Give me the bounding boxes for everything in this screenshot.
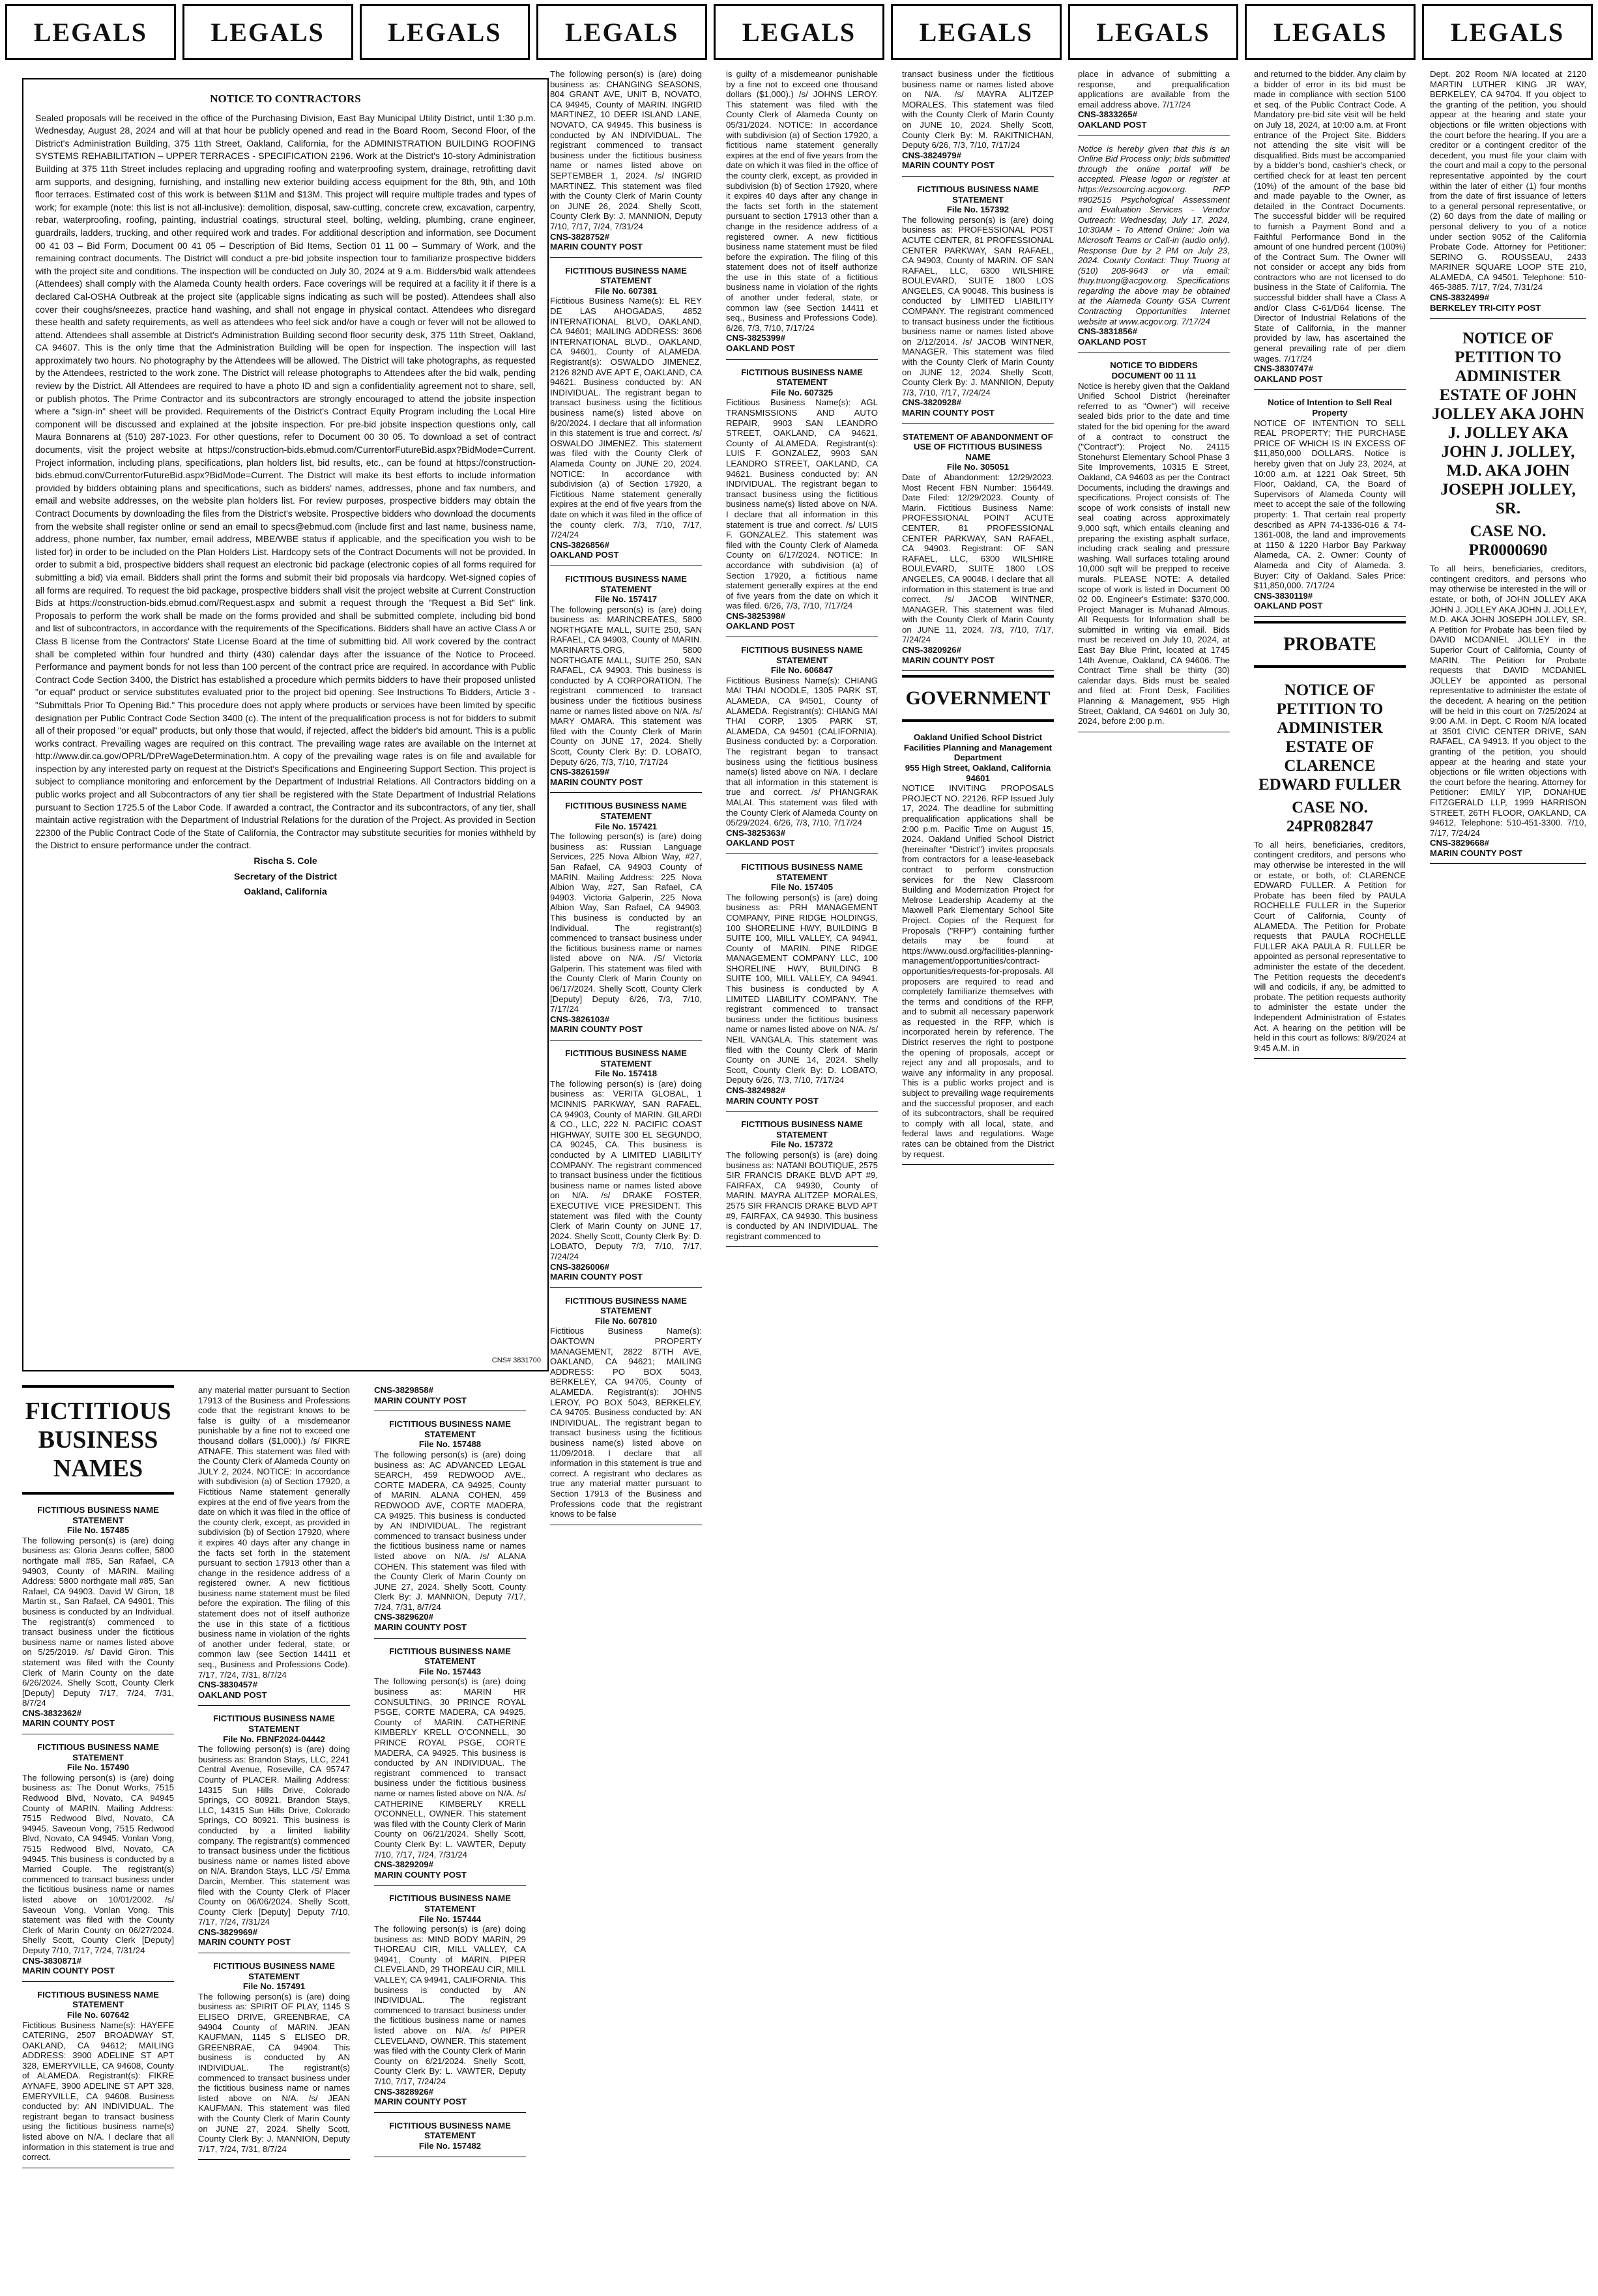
notice-body: The following person(s) is (are) doing business as: VERITA GLOBAL, 1 MCINNIS PARKWAY, SAN RAFAEL, CA 94903, County of MARIN. GILARDI & CO., LLC, 222 N. PACIFIC COAST HIGHWAY, SUITE 300 EL SEGUNDO, CA 90245, CA. This business is conducted by A LIMITED LIABILITY COMPANY. The registrant commenced to transact business under the fictitious business name or names listed above on N/A. /s/ DRAKE FOSTER, EXECUTIVE VICE PRESIDENT. This statement was filed with the County Clerk of Marin County on JUNE 17, 2024. Shelly Scott, County Clerk By: D. LOBATO, Deputy 7/3, 7/10, 7/17, 7/24/24: [550, 1078, 702, 1261]
notice-publication: BERKELEY TRI-CITY POST: [1430, 302, 1541, 313]
legal-notice: [902, 428, 1054, 672]
notice-ref: CNS-3825399#: [726, 333, 785, 343]
notice-body: The following person(s) is (are) doing business as: Russian Language Services, 225 Nova Albion Way, #27, San Rafael, CA 94903 County of MARIN. Mailing Address: 225 Nova Albion Way, #27, San Rafael, CA 94903. Victoria Galperin, 225 Nova Albion Way, San Rafael, CA 94903. This business is conducted by an Individual. The registrant(s) commenced to transact business under the fictitious business name or names listed above on N/A. /S/ Victoria Galperin. This statement was filed with the County Clerk of Marin County on 06/17/2024. Shelly Scott, County Clerk [Deputy] Deputy 6/26, 7/3, 7/10, 7/17/24: [550, 831, 702, 1014]
notice-file-no: File No. 157392: [946, 205, 1010, 215]
notice-title: NOTICE OF PETITION TO ADMINISTER ESTATE OF CLARENCE EDWARD FULLER: [1258, 681, 1401, 794]
notice-ref: CNS-3826159#: [550, 767, 609, 777]
legal-notice: [1254, 65, 1406, 390]
notice-ref: CNS-3831856#: [1078, 326, 1137, 337]
notice-body: To all heirs, beneficiaries, creditors, contingent creditors, and persons who may otherwise be interested in the will or estate, or both, of JOHN JOLLEY AKA JOHN J. JOLLEY AKA JOHN J. JOLLEY, M.D. AKA JOHN JOSEPH JOLLEY, SR. A Petition for Probate has been filed by DAVID MCDANIEL JOLLEY in the Superior Court of California, County of MARIN. The Petition for Probate requests that DAVID MCDANIEL JOLLEY be appointed as personal representative to administer the estate of the decedent. A hearing on the petition will be held in this court on 7/25/2024 at 9:00 A.M. in Dept. C Room N/A located at 3501 CIVIC CENTER DRIVE, SAN RAFAEL, CA 94913. If you object to the granting of the petition, you should appear at the hearing and state your objections or file written objections with the court before the hearing. Attorney for Petitioner: EMILY YIP, DONAHUE FITZGERALD LLP, 1999 HARRISON STREET, 26TH FLOOR, OAKLAND, CA 94612, Telephone: 510-451-3300. 7/10, 7/17, 7/24/24: [1430, 564, 1586, 838]
notice-body: transact business under the fictitious business name or names listed above on N/A. /s/ MAYRA ALITZEP MORALES. This statement was filed with the County Clerk of Marin County on JUNE 10, 2024. Shelly Scott, County Clerk By: M. RAKITNICHAN, Deputy 6/26, 7/3, 7/10, 7/17/24: [902, 69, 1054, 151]
legals-tab-label: LEGALS: [1450, 17, 1565, 47]
legals-tab: [536, 4, 707, 60]
legal-notice: [374, 2117, 526, 2157]
legal-notice: [726, 858, 878, 1112]
notice-title: FICTITIOUS BUSINESS NAME STATEMENT: [741, 861, 863, 882]
legal-notice: [726, 1115, 878, 1247]
notice-title: NOTICE TO BIDDERS: [1110, 360, 1198, 371]
notice-title: FICTITIOUS BUSINESS NAME STATEMENT: [565, 265, 687, 286]
notice-publication: MARIN COUNTY POST: [902, 160, 995, 171]
notice-file-no: File No. 157491: [242, 1981, 306, 1992]
notice-publication: OAKLAND POST: [550, 550, 619, 560]
notice-file-no: DOCUMENT 00 11 11: [1111, 371, 1197, 381]
legals-tab: [182, 4, 353, 60]
notice-file-no: File No. 606847: [770, 665, 834, 676]
legals-tab-label: LEGALS: [211, 17, 325, 47]
contractors-notice-signer-title: Secretary of the District: [234, 870, 337, 882]
legals-tab: [1422, 4, 1593, 60]
legal-notice: [374, 1415, 526, 1638]
notice-case-no: CASE NO. PR0000690: [1468, 523, 1548, 560]
notice-publication: OAKLAND POST: [1078, 119, 1147, 130]
notice-publication: OAKLAND POST: [198, 1689, 267, 1700]
notice-body: The following person(s) is (are) doing business as: AC ADVANCED LEGAL SEARCH, 459 REDWOOD AVE., CORTE MADERA, CA 94925, County of MARIN. ALANA COHEN, 459 REDWOOD AVE, CORTE MADERA, CA 94925. This business is conducted by AN INDIVIDUAL. The registrant commenced to transact business under the fictitious business name or names listed above on N/A. /s/ ALANA COHEN. This statement was filed with the County Clerk of Marin County on JUNE 27, 2024. Shelly Scott, County Clerk By: J. MANNION, Deputy 7/17, 7/24, 7/31, 8/7/24: [374, 1449, 526, 1612]
contractors-notice-title: NOTICE TO CONTRACTORS: [210, 93, 361, 105]
notice-body: Dept. 202 Room N/A located at 2120 MARTIN LUTHER KING JR WAY, BERKELEY, CA 94704. If you object to the granting of the petition, you should appear at the hearing and state your objections or file written objections with the court before the hearing. If you are a creditor or a contingent creditor of the decedent, you must file your claim with the court and mail a copy to the personal representative appointed by the court within the later of either (1) four months from the date of first issuance of letters to a general personal representative, or (2) 60 days from the date of mailing or personal delivery to you of a notice under section 9052 of the California Probate Code. Attorney for Petitioner: SERINO G. ROUSSEAU, 2433 MARINER SQUARE LOOP STE 210, ALAMEDA, CA 94501. Telephone: 510-465-3885. 7/17, 7/24, 7/31/24: [1430, 69, 1586, 293]
notice-body: Fictitious Business Name(s): AGL TRANSMISSIONS AND AUTO REPAIR, 9903 SAN LEANDRO STREET, OAKLAND, CA 94621, County of ALAMEDA. Registrant(s): LUIS F. GONZALEZ, 9903 SAN LEANDRO STREET, OAKLAND, CA 94621. Business conducted by: AN INDIVIDUAL. The registrant began to transact business using the fictitious business name(s) listed above on N/A. I declare that all information in this statement is true and correct. /s/ LUIS F. GONZALEZ. This statement was filed with the County Clerk of Alameda County on 6/17/2024. NOTICE: In accordance with subdivision (a) of Section 17920, a fictitious name statement generally expires at the end of five years from the date on which it was filed. 6/26, 7/3, 7/10, 7/17/24: [726, 397, 878, 611]
notice-title: FICTITIOUS BUSINESS NAME STATEMENT: [213, 1961, 335, 1981]
notice-file-no: File No. 157488: [418, 1439, 482, 1450]
government-section-title: GOVERNMENT: [902, 675, 1054, 722]
column-6: [902, 65, 1054, 2291]
notice-ref: CNS-3825398#: [726, 610, 785, 621]
legal-notice: [726, 65, 878, 360]
notice-body: Fictitious Business Name(s): OAKTOWN PROPERTY MANAGEMENT, 2822 87TH AVE, OAKLAND, CA 94621; MAILING ADDRESS: PO BOX 5043, BERKELEY, CA 94705, County of ALAMEDA. Registrant(s): JOHNS LEROY, PO BOX 5043, BERKELEY, CA 94705. Business conducted by: AN INDIVIDUAL. The registrant began to transact business using the fictitious business name(s) listed above on 11/09/2018. I declare that all information in this statement is true and correct. A registrant who declares as true any material matter pursuant to Section 17913 of the Business and Professions code that the registrant knows to be false: [550, 1326, 702, 1519]
notice-file-no: File No. 157372: [770, 1140, 834, 1150]
legals-header-bar: [5, 4, 1593, 60]
notice-body: Notice is hereby given that the Oakland Unified School District (hereinafter referred to as "Owner") will receive sealed bids prior to the date and time stated for the bid opening for the award of a contract to construct the ("Contract"): Project No. 24115 Stonehurst Elementary School Phase 3 Site Improvements, 10315 E Street, Oakland, CA 94603 as per the Contract Documents, including the drawings and specifications. Project consists of: The scope of work consists of install new seal coating across approximately 9,000 sqft, which entails cleaning and preparing the existing asphalt surface, including crack sealing and pressure washing. Wall surfaces totaling around 10,000 sqft will be prepped to receive murals. PLEASE NOTE: A detailed scope of work is listed in Document 00 02 00. Engineer's Estimate: $370,000. Project Manager is Muhanad Almous. All Requests for Information shall be submitted in writing via email. Bids must be received on July 10, 2024, at East Bay Blue Print, located at 1745 14th Avenue, Oakland, CA 94606. The Contract Time shall be thirty (30) calendar days. Bids must be sealed and filed at: Front Desk, Facilities Planning & Management, 955 High Street, Oakland, CA 94601 on July 30, 2024, before 2:00 p.m.: [1078, 380, 1230, 726]
notice-title: FICTITIOUS BUSINESS NAME STATEMENT: [37, 1989, 159, 2010]
notice-file-no: File No. 157482: [418, 2140, 482, 2151]
notice-ref: CNS-3829620#: [374, 1612, 433, 1622]
notice-file-no: File No. 157417: [594, 594, 658, 605]
contractors-notice-signer: Rischa S. Cole: [254, 855, 317, 867]
column-5: [726, 65, 878, 2291]
notice-title: FICTITIOUS BUSINESS NAME STATEMENT: [565, 801, 687, 821]
legal-notice: [550, 797, 702, 1040]
notice-body: any material matter pursuant to Section 17913 of the Business and Professions code that the registrant knows to be false is guilty of a misdemeanor punishable by a fine not to exceed one thousand dollars ($1,000).) /s/ FIKRE ATNAFE. This statement was filed with the County Clerk of Alameda County on JULY 2, 2024. NOTICE: In accordance with subdivision (a) of Section 17920, a Fictitious Name statement generally expires at the end of five years from the date on which it was filed in the office of the county clerk, except, as provided in subdivision (b) of Section 17920, where it expires 40 days after any change in the facts set forth in the statement pursuant to section 17913 other than a change in the residence address of a registered owner. A new fictitious business name statement must be filed before the expiration. The filing of this statement does not of itself authorize the use in this state of a fictitious business name in violation of the rights of another under federal, state, or common law (see Section 14411 et seq., Business and Professions Code). 7/17, 7/24, 7/31, 8/7/24: [198, 1385, 350, 1680]
legal-notice: [374, 1381, 526, 1411]
notice-body: The following person(s) is (are) doing business as: PROFESSIONAL POST ACUTE CENTER, 81 PROFESSIONAL CENTER PARKWAY, SAN RAFAEL, CA 94903, County of MARIN. OF SAN RAFAEL, LLC, 6300 WILSHIRE BOULEVARD, SUITE 1800 LOS ANGELES, CA 90048. This business is conducted by LIMITED LIABILITY COMPANY. The registrant commenced to transact business under the fictitious business name or names listed above on 2/12/2014. /s/ JACOB WINTNER, MANAGER. This statement was filed with the County Clerk of Marin County on JUNE 12, 2024. Shelly Scott, County Clerk By: J. MANNION, Deputy 7/3, 7/10, 7/17, 7/24/24: [902, 214, 1054, 397]
notice-publication: MARIN COUNTY POST: [22, 1718, 115, 1729]
contractors-notice-signer-place: Oakland, California: [244, 886, 327, 897]
legals-tab: [360, 4, 530, 60]
legal-notice: [902, 65, 1054, 177]
notice-body: The following person(s) is (are) doing business as: The Donut Works, 7515 Redwood Blvd, Novato, CA 94945 County of MARIN. Mailing Address: 7515 Redwood Blvd, Novato, CA 94945. Saveoun Vong, 7515 Redwood Blvd, Novato, CA 94945. Vonlan Vong, 7515 Redwood Blvd, Novato, CA 94945. This business is conducted by a Married Couple. The registrant(s) commenced to transact business under the fictitious business name or names listed above on 10/01/2002. /s/ Saveoun Vong, Vonlan Vong. This statement was filed with the County Clerk of Marin County on 06/27/2024. Shelly Scott, County Clerk [Deputy] Deputy 7/10, 7/17, 7/24, 7/31/24: [22, 1772, 174, 1955]
notice-ref: CNS-3828752#: [550, 231, 609, 242]
legal-notice: [1078, 65, 1230, 136]
legals-tab-label: LEGALS: [742, 17, 856, 47]
notice-publication: MARIN COUNTY POST: [374, 2097, 467, 2107]
notice-ref: CNS-3833265#: [1078, 109, 1137, 120]
notice-file-no: File No. 607810: [594, 1315, 658, 1326]
legals-tab: [891, 4, 1062, 60]
notice-ref: CNS-3824982#: [726, 1085, 785, 1095]
notice-publication: OAKLAND POST: [726, 621, 795, 631]
notice-title: FICTITIOUS BUSINESS NAME STATEMENT: [565, 1048, 687, 1069]
notice-publication: OAKLAND POST: [726, 838, 795, 848]
notice-file-no: File No. 607325: [770, 387, 834, 397]
fictitious-section-title: FICTITIOUS BUSINESS NAMES: [22, 1385, 174, 1495]
notice-body: and returned to the bidder. Any claim by a bidder of error in its bid must be made in compliance with section 5100 et seq. of the Public Contract Code. A Mandatory pre-bid site visit will be held on July 18, 2024, at 10:00 a.m. at Front entrance of the Project Site. Bidders not attending the site visit will be disqualified. Bids must be accompanied by a bidder's bond, cashier's check, or certified check for at least ten percent (10%) of the amount of the base bid and made payable to the Owner, as detailed in the Contract Documents. The successful bidder will be required to furnish a Payment Bond and a Faithful Performance Bond in the amount of one hundred percent (100%) of the Contract Sum. The Owner will not consider or accept any bids from contractors who are not licensed to do business in the State of California. The successful bidder shall have a Class A and/or Class C-61/D64 license. The Director of Industrial Relations of the State of California, in the manner provided by law, has ascertained the general prevailing rate of per diem wages. 7/17/24: [1254, 69, 1406, 364]
notice-body: Fictitious Business Name(s): EL REY DE LAS AHOGADAS, 4852 INTERNATIONAL BLVD, OAKLAND, CA 94601; MAILING ADDRESS: 3606 INTERNATIONAL BLVD., OAKLAND, CA 94601, County of ALAMEDA. Registrant(s): OSWALDO JIMENEZ, 2126 82ND AVE APT E, OAKLAND, CA 94621. Business conducted by: AN INDIVIDUAL. The registrant began to transact business using the fictitious business name(s) listed above on 6/20/2024. I declare that all information in this statement is true and correct. /s/ OSWALDO JIMENEZ. This statement was filed with the County Clerk of Alameda County on JUNE 20, 2024. NOTICE: In accordance with subdivision (a) of Section 17920, a Fictitious Name statement generally expires at the end of five years from the date on which it was filed in the office of the county clerk. 7/3, 7/10, 7/17, 7/24/24: [550, 296, 702, 540]
notice-title: FICTITIOUS BUSINESS NAME STATEMENT: [389, 1419, 511, 1439]
contractors-notice-cns: CNS# 3831700: [491, 1356, 541, 1365]
notice-title: FICTITIOUS BUSINESS NAME STATEMENT: [37, 1505, 159, 1525]
legal-notice: [198, 1710, 350, 1953]
legal-notice: [1254, 674, 1406, 1059]
notice-body: The following person(s) is (are) doing business as: NATANI BOUTIQUE, 2575 SIR FRANCIS DRAKE BLVD APT #9, FAIRFAX, CA 94930, County of MARIN. MAYRA ALITZEP MORALES, 2575 SIR FRANCIS DRAKE BLVD APT #9, FAIRFAX, CA 94930. This business is conducted by AN INDIVIDUAL. The registrant commenced to: [726, 1149, 878, 1241]
notice-ref: CNS-3820928#: [902, 397, 961, 408]
legal-notice: [1078, 356, 1230, 732]
probate-section-title: PROBATE: [1254, 621, 1406, 668]
notice-ref: CNS-3829209#: [374, 1859, 433, 1870]
column-2: [198, 1381, 350, 2291]
notice-ref: CNS-3825363#: [726, 827, 785, 838]
notice-file-no: 955 High Street, Oakland, California 94601: [905, 763, 1051, 783]
notice-file-no: File No. 607642: [66, 2009, 130, 2020]
legal-notice: [550, 1292, 702, 1525]
notice-file-no: File No. 157405: [770, 882, 834, 893]
notice-publication: MARIN COUNTY POST: [374, 1395, 467, 1405]
legal-notice: [374, 1643, 526, 1886]
legal-notice: [1430, 65, 1586, 319]
notice-publication: OAKLAND POST: [726, 343, 795, 354]
notice-title: FICTITIOUS BUSINESS NAME STATEMENT: [389, 2120, 511, 2141]
notice-body: Fictitious Business Name(s): HAYEFE CATERING, 2507 BROADWAY ST, OAKLAND, CA 94612; MAILING ADDRESS: 3900 ADELINE ST APT 328, EMERYVILLE, CA 94608, County of ALAMEDA. Registrant(s): FIKRE AYNAFE, 3900 ADELINE ST APT 328, EMERYVILLE, CA 94608. Business conducted by: AN INDIVIDUAL. The registrant began to transact business using the fictitious business name(s) listed above on N/A. I declare that all information in this statement is true and correct.: [22, 2020, 174, 2162]
legal-notice: [22, 1986, 174, 2168]
legal-notice: [1254, 394, 1406, 616]
notice-publication: MARIN COUNTY POST: [550, 1272, 643, 1282]
notice-ref: CNS-3829858#: [374, 1385, 433, 1395]
notice-body: The following person(s) is (are) doing business as: SPIRIT OF PLAY, 1145 S ELISEO DRIVE, GREENBRAE, CA 94904 County of MARIN. JEAN KAUFMAN, 1145 S ELISEO DR, GREENBRAE, CA 94904. This business is conducted by AN INDIVIDUAL. The registrant(s) commenced to transact business under the fictitious business name or names listed above on N/A. /s/ JEAN KAUFMAN. This statement was filed with the County Clerk of Marin County on JUNE 27, 2024. Shelly Scott, County Clerk By: J. MANNION, Deputy 7/17, 7/24, 7/31, 8/7/24: [198, 1991, 350, 2154]
notice-body: NOTICE INVITING PROPOSALS PROJECT NO. 22126. RFP Issued July 17, 2024. The deadline for submitting prequalification applications shall be 2:00 p.m. Pacific Time on August 15, 2024. Oakland Unified School District (hereinafter "District") invites proposals from contractors for a lease-leaseback contract to perform construction services for the New Classroom Building and Modernization Project for Melrose Leadership Academy at the Maxwell Park Elementary School Site Project. Copies of the Request for Proposals ("RFP") containing further details may be found at https://www.ousd.org/facilities-planning-management/opportunities/contract-opportunities/requests-for-proposals. All proposers are required to read and completely familiarize themselves with the terms and conditions of the RFP, and to submit all necessary paperwork as requested in the RFP, which is incorporated herein by reference. The District reserves the right to postpone the opening of proposals, accept or reject any and all proposals, and to waive any informality in any proposal. This is a public works project and is subject to prevailing wage requirements and the successful proposer, and each of its subcontractors, shall be required to comply with all local, state, and federal laws and regulations. Wage rates can be obtained from the District by request.: [902, 783, 1054, 1159]
notice-title: FICTITIOUS BUSINESS NAME STATEMENT: [741, 1119, 863, 1140]
notice-title: FICTITIOUS BUSINESS NAME STATEMENT: [389, 1893, 511, 1914]
notice-publication: MARIN COUNTY POST: [550, 1024, 643, 1035]
notice-publication: MARIN COUNTY POST: [22, 1966, 115, 1976]
notice-case-no: CASE NO. 24PR082847: [1286, 798, 1374, 835]
notice-body: Date of Abandonment: 12/29/2023. Most Recent FBN Number: 156449. Date Filed: 12/29/2023. County of Marin. Fictitious Business Name: PROFESSIONAL POINT ACUTE CENTER, 81 PROFESSIONAL CENTER PARKWAY, SAN RAFAEL, CA 94903. Registrant: OF SAN RAFAEL, LLC, 6300 WILSHIRE BOULEVARD, SUITE 1800 LOS ANGELES, CA 90048. I declare that all information in this statement is true and correct. /s/ JACOB WINTNER, MANAGER. This statement was filed with the County Clerk of Marin County on JUNE 11, 2024. 7/3, 7/10, 7/17, 7/24/24: [902, 472, 1054, 645]
notice-ref: CNS-3832362#: [22, 1708, 81, 1718]
notice-body: is guilty of a misdemeanor punishable by a fine not to exceed one thousand dollars ($1,000).) /s/ JOHNS LEROY. This statement was filed with the County Clerk of Alameda County on 05/31/2024. NOTICE: In accordance with subdivision (a) of Section 17920, a fictitious name statement generally expires at the end of five years from the date on which it was filed in the office of the county clerk, except, as provided in subdivision (b) of Section 17920, where it expires 40 days after any change in the facts set forth in the statement pursuant to section 17913 other than a change in the residence address of a registered owner. A new fictitious business name statement must be filed before the expiration. The filing of this statement does not of itself authorize the use in this state of a fictitious business name in violation of the rights of another under federal, state, or common law (see Section 14411 et seq., Business and Professions Code). 6/26, 7/3, 7/10, 7/17/24: [726, 69, 878, 333]
notice-title: FICTITIOUS BUSINESS NAME STATEMENT: [37, 1742, 159, 1762]
notice-ref: CNS-3820926#: [902, 645, 961, 655]
legal-notice: [550, 570, 702, 793]
legal-notice: [22, 1738, 174, 1982]
notice-title: FICTITIOUS BUSINESS NAME STATEMENT: [565, 573, 687, 594]
notice-body: NOTICE OF INTENTION TO SELL REAL PROPERTY; THE PURCHASE PRICE OF WHICH IS IN EXCESS OF $11,850,000 DOLLARS. Notice is hereby given that on July 23, 2024, at 10:00 a.m. at 1221 Oak Street, 5th Floor, Oakland, CA, the Board of Supervisors of Alameda County will meet to accept the sale of the following property: 1. That certain real property described as APN 74-1336-016 & 74-1361-008, the land and improvements at 1150 & 1220 Harbor Bay Parkway Alameda, CA. 2. Owner: County of Alameda and City of Alameda. 3. Buyer: City of Oakland. Sales Price: $11,850,000. 7/17/24: [1254, 418, 1406, 591]
legal-notice: [22, 1501, 174, 1734]
legals-tab: [1068, 4, 1239, 60]
notice-file-no: File No. 157418: [594, 1069, 658, 1079]
legal-notice: [550, 65, 702, 258]
notice-file-no: File No. 607381: [594, 285, 658, 296]
legals-page: [5, 65, 1593, 2291]
notice-publication: MARIN COUNTY POST: [726, 1095, 819, 1106]
notice-publication: MARIN COUNTY POST: [198, 1937, 291, 1947]
notice-ref: CNS-3826103#: [550, 1014, 609, 1024]
legal-notice: [726, 364, 878, 637]
notice-file-no: File No. 157485: [66, 1525, 130, 1536]
legal-notice: [1078, 140, 1230, 353]
notice-body: To all heirs, beneficiaries, creditors, contingent creditors, and persons who may otherwise be interested in the will or estate, or both, of: CLARENCE EDWARD FULLER. A Petition for Probate has been filed by PAULA ROCHELLE FULLER in the Superior Court of California, County of ALAMEDA. The Petition for Probate requests that PAULA ROCHELLE FULLER AKA PAULA R. FULLER be appointed as personal representative to administer the estate of the decedent. The Petition requests the decedent's will and codicils, if any, be admitted to probate. The petition requests authority to administer the estate under the Independent Administration of Estates Act. A hearing on the petition will be held in this court as follows: 8/9/2024 at 9:45 A.M. in: [1254, 839, 1406, 1053]
column-4: [550, 65, 702, 2291]
notice-ref: CNS-3826856#: [550, 539, 609, 550]
legal-notice: [550, 1044, 702, 1288]
legal-notice: [1430, 323, 1586, 864]
notice-publication: MARIN COUNTY POST: [902, 408, 995, 418]
legals-tab: [5, 4, 176, 60]
notice-publication: MARIN COUNTY POST: [550, 777, 643, 787]
notice-file-no: File No. 157421: [594, 821, 658, 831]
notice-ref: CNS-3829969#: [198, 1927, 257, 1937]
notice-publication: MARIN COUNTY POST: [550, 242, 643, 252]
notice-body: The following person(s) is (are) doing business as: Brandon Stays, LLC, 2241 Central Avenue, Roseville, CA 95747 County of PLACER. Mailing Address: 14315 Sun Hills Drive, Colorado Springs, CO 80921. Brandon Stays, LLC, 14315 Sun Hills Drive, Colorado Springs, CO 80921. This business is conducted by a limited liability company. The registrant(s) commenced to transact business under the fictitious business name or names listed above on N/A. Brandon Stays, LLC /S/ Emma Darcin, Member. This statement was filed with the County Clerk of Placer County on 06/06/2024. Shelly Scott, County Clerk [Deputy] Deputy 7/10, 7/17, 7/24, 7/31/24: [198, 1744, 350, 1927]
notice-title: STATEMENT OF ABANDONMENT OF USE OF FICTITIOUS BUSINESS NAME: [903, 431, 1053, 462]
notice-publication: OAKLAND POST: [1078, 336, 1147, 347]
notice-file-no: File No. 305051: [946, 462, 1010, 472]
column-1: [22, 1381, 174, 2291]
notice-body: Notice is hereby given that this is an Online Bid Process only; bids submitted through the online portal will be accepted. Please logon or register at https://ezsourcing.acgov.org. RFP #902515 Psychological Assessment and Evaluation Services - Vendor Outreach: Wednesday, July 17, 2024, 10:30AM - To Attend Online: Join via Microsoft Teams or Call-in (audio only). Response Due by 2 PM on July 23, 2024. County Contact: Thuy Truong at (510) 208-9643 or via email: thuy.truong@acgov.org. Specifications regarding the above may be obtained at the Alameda County GSA Current Contracting Opportunities Internet website at www.acgov.org. 7/17/24: [1078, 143, 1230, 326]
notice-file-no: File No. FBNF2024-04442: [223, 1734, 325, 1744]
notice-body: The following person(s) is (are) doing business as: Gloria Jeans coffee, 5800 northgate mall #85, San Rafael, CA 94903, County of MARIN. Mailing Address: 5800 northgate mall #85, San Rafael, CA 94903. David W Giron, 18 Martin st., San Rafael, CA 94901. This business is conducted by an Individual. The registrant(s) commenced to transact business under the fictitious business name or names listed above on 5/25/2019. /s/ David Giron. This statement was filed with the County Clerk of Marin County on the date 6/26/2024. Shelly Scott, County Clerk [Deputy] Deputy 7/17, 7/24, 7/31, 8/7/24: [22, 1535, 174, 1708]
legals-tab-label: LEGALS: [33, 17, 148, 47]
notice-ref: CNS-3829668#: [1430, 838, 1489, 848]
notice-publication: MARIN COUNTY POST: [374, 1869, 467, 1880]
notice-file-no: File No. 157443: [418, 1666, 482, 1676]
notice-title: FICTITIOUS BUSINESS NAME STATEMENT: [213, 1714, 335, 1734]
notice-publication: MARIN COUNTY POST: [902, 655, 995, 665]
legals-tab-label: LEGALS: [1273, 17, 1387, 47]
legals-tab-label: LEGALS: [919, 17, 1033, 47]
contractors-notice-body: Sealed proposals will be received in the office of the Purchasing Division, East Bay Municipal Utility District, until 1:30 p.m. Wednesday, August 28, 2024 and will at that hour be publicly opened and read in the Board Room, Second Floor, of the District's Administration Building, 375 11th Street, Oakland, California, for the ADMINISTRATION BUILDING ROOFING SYSTEMS REHABILITATION – UPPER TERRACES - SPECIFICATION 2196. Work at the District's 10-story Administration Building at 375 11th Street includes replacing and upgrading roofing and waterproofing system, drainage, retrofitting davit arm supports, and designing, furnishing, and installing new exterior building access equipment for the 8th, 9th, and 10th floor terraces. Estimated cost of this work is between $11M and $13M. This project will require multiple trades and types of work; for example (note: this list is not all-inclusive): demolition, disposal, saw-cutting, concrete crew, excavation, carpentry, rebar, waterproofing, roofing, painting, industrial coatings, structural steel, bolting, welding, plumbing, crane engineer, guardrails, ladders, trucking, and other required work and trades. For additional description and information, see Document 00 41 03 – Bid Form, Document 00 41 05 – Description of Bid Items, Section 01 11 00 – Summary of Work, and the remaining contract documents. The District will conduct a pre-bid jobsite inspection tour to familiarize prospective bidders with the project site and conditions. The inspection will be conducted on July 30, 2024 at 9 a.m. Bidders/bid walk attendees (Attendees) shall comply with the Alameda County health orders. Face coverings will be required at a facility it if there is a declared Cal-OSHA Outbreak at the project site (applicable signs indicating as such will be posted). Attendees shall also cover their coughs/sneezes, practice hand washing, and shall not engage in physical contact. Attendees who disregard these health and safety requirements, as well as attendees who feel sick and/or have a cough or fever will not be allowed to attend. Attendees shall assemble at District's Administration Building second floor security desk, 375 11th Street, Oakland, CA 94607. This is the only time that the Administration Building will be open for inspection. The inspection will last approximately two hours. No photography by the Attendees will be allowed. The District will take photographs, as requested by the Attendees, restricted to the work zone. The District will release photographs to Attendees after the bid walk, pending review by the District. All Attendees are required to have a photo ID and sign a confidentiality agreement not to share, sell, or publish photos. The Prime Contractor and its subcontractors are strongly encouraged to attend the jobsite inspection where a "sign-in" sheet will be provided. Requirements of the District's Contract Equity Program including the Local Hire component will be discussed and explained at the jobsite inspection. For pre-bid jobsite inspection questions only, call Maura Bonnarens at (510) 287-1023. For other questions, refer to Document 00 30 05. To download a set of contract documents, visit the project website at https://construction-bids.ebmud.com/CurrentorFutureBid.aspx?BidMode=Current. Project information, including plans, specifications, plan holders list, bid results, etc., can be found at https://construction-bids.ebmud.com/CurrentorFutureBid.aspx?BidMode=Current. The District will make its best efforts to include information provided by bidders obtaining plans and specifications, such as bidders' names, addresses, phone and fax numbers, and email and website addresses, on the website plan holders list. For review purposes, prospective bidders may obtain the Contract Documents by downloading the files from the District's website. Prospective bidders who download the documents from the website shall register online or send an email to specs@ebmud.com (include first and last name, business name, address, phone number, fax number, email address, MBE/WBE status if applicable, and the specification you wish to be listed for) in order to be included on the Plan Holders List. Hardcopy sets of the Contract Documents will not be provided. In order to submit a bid, prospective bidders shall request an electronic bid package (electronic copies of all forms required for submitting a bid) via email. Bidders shall print the forms and submit their bid proposals via hardcopy. Wet-signed copies of all forms are required. To request the bid package, prospective bidders shall visit the project website at Current Construction Bids at https://construction-bids.ebmud.com/Request.aspx and submit a request through the "Request a Bid Set" link. Proposals to perform the work shall be made on the forms provided and shall be submitted complete, including bid bond and list of subcontractors, in accordance with the requirements of the Specifications. Bidders shall have an active Class A or Class B license from the Contractors' State License Board at the time of submitting bid. All work covered by the contract shall be completed within four hundred and thirty (430) calendar days after the issuance of the Notice to Proceed. Performance and payment bonds for not less than 100 percent of the contract price are required. In accordance with Public Contract Code Section 3400, the District has established a procedure which permits bidders to have their proposed unlisted "or equal" product or service substitutes evaluated prior to the project bid opening. See Instructions To Bidders, Article 3 - "Submittals Prior To Opening Bid." This procedure does not apply where products or services have been limited by specific designation per Public Contract Code Section 3400 (c). The intent of the prequalification process is not for bidders to submit all of their proposed "or equal" products, but only those that would, if rejected, affect the bidder's bid amount. This is a public works contract. Prevailing wages are required on this contract. The prevailing wage rates are available on the Internet at http://www.dir.ca.gov/OPRL/DPreWageDetermination.htm. A copy of the prevailing wage rates is on file and available for inspection by any interested party on request at the District's Specifications and Engineering Support Section. This project is subject to compliance monitoring and enforcement by the Department of Industrial Relations. All Contractors bidding on a public works project and all Subcontractors of any tier shall be registered with the State Department of Industrial Relations pursuant to Section 1725.5 of the Labor Code. If awarded a contract, the Contractor and its subcontractors, of any tier, shall maintain active registration with the Department of Industrial Relations for the duration of the Project. As provided in Section 22300 of the Public Contract Code of the State of California, the Contractor may substitute securities for monies withheld by the District to ensure performance under the contract.: [35, 112, 536, 851]
notice-ref: CNS-3830457#: [198, 1680, 257, 1690]
legals-tab-label: LEGALS: [565, 17, 679, 47]
legal-notice: [902, 728, 1054, 1165]
legals-tab-label: LEGALS: [1096, 17, 1210, 47]
legal-notice: [726, 641, 878, 854]
notice-body: The following person(s) is (are) doing business as: MARIN HR CONSULTING, 30 PRINCE ROYAL PSGE, CORTE MADERA, CA 94925, County of MARIN. CATHERINE KIMBERLY KRELL O'CONNELL, 30 PRINCE ROYAL PSGE, CORTE MADERA, CA 94925. This business is conducted by AN INDIVIDUAL. The registrant commenced to transact business under the fictitious business name or names listed above on N/A. /s/ CATHERINE KIMBERLY KRELL O'CONNELL, OWNER. This statement was filed with the County Clerk of Marin County on 06/21/2024. Shelly Scott, County Clerk By: L. VAWTER, Deputy 7/10, 7/17, 7/24, 7/31/24: [374, 1676, 526, 1859]
notice-ref: CNS-3830747#: [1254, 364, 1313, 374]
legal-notice: [550, 262, 702, 566]
notice-title: FICTITIOUS BUSINESS NAME STATEMENT: [741, 645, 863, 665]
column-8: [1254, 65, 1406, 2291]
notice-publication: OAKLAND POST: [1254, 373, 1323, 384]
notice-ref: CNS-3830119#: [1254, 590, 1313, 601]
legal-notice: [374, 1889, 526, 2112]
notice-title: FICTITIOUS BUSINESS NAME STATEMENT: [741, 367, 863, 388]
notice-title: FICTITIOUS BUSINESS NAME STATEMENT: [565, 1295, 687, 1316]
legals-tab-label: LEGALS: [388, 17, 502, 47]
notice-body: The following person(s) is (are) doing business as: MIND BODY MARIN, 29 THOREAU CIR, MILL VALLEY, CA 94941, County of MARIN. PIPER CLEVELAND, 29 THOREAU CIR, MILL VALLEY, CA 94941, CALIFORNIA. This business is conducted by AN INDIVIDUAL. The registrant commenced to transact business under the fictitious business name or names listed above on N/A. /s/ PIPER CLEVELAND, OWNER. This statement was filed with the County Clerk of Marin County on 6/21/2024. Shelly Scott, County Clerk By: L. VAWTER, Deputy 7/10, 7/17, 7/24/24: [374, 1924, 526, 2086]
notice-title: NOTICE OF PETITION TO ADMINISTER ESTATE OF JOHN JOLLEY AKA JOHN J. JOLLEY AKA JOHN J. JOLLEY, M.D. AKA JOHN JOSEPH JOLLEY, SR.: [1432, 330, 1584, 518]
legals-tab: [714, 4, 884, 60]
column-3: [374, 1381, 526, 2291]
notice-file-no: File No. 157490: [66, 1762, 130, 1773]
notice-body: Fictitious Business Name(s): CHIANG MAI THAI NOODLE, 1305 PARK ST, ALAMEDA, CA 94501, County of ALAMEDA. Registrant(s): CHIANG MAI THAI CORP, 1305 PARK ST, ALAMEDA, CA 94501 (CALIFORNIA). Business conducted by: a Corporation. The registrant began to transact business using the fictitious business name(s) listed above on N/A. I declare that all information in this statement is true and correct. /s/ PHANGRAK MALAI. This statement was filed with the County Clerk of Alameda County on 05/29/2024. 6/26, 7/3, 7/10, 7/17/24: [726, 675, 878, 828]
legal-notice: [198, 1957, 350, 2160]
notice-file-no: File No. 157444: [418, 1914, 482, 1924]
notice-publication: MARIN COUNTY POST: [1430, 848, 1522, 858]
notice-body: place in advance of submitting a response, and prequalification applications are available from the email address above. 7/17/24: [1078, 69, 1230, 109]
legals-tab: [1245, 4, 1416, 60]
notice-title: Notice of Intention to Sell Real Property: [1268, 397, 1392, 418]
contractors-notice: [22, 78, 549, 1371]
notice-publication: MARIN COUNTY POST: [374, 1622, 467, 1633]
notice-title: Oakland Unified School District Facilities Planning and Management Department: [903, 732, 1053, 763]
notice-title: FICTITIOUS BUSINESS NAME STATEMENT: [389, 1646, 511, 1667]
notice-ref: CNS-3832499#: [1430, 293, 1489, 303]
column-7: [1078, 65, 1230, 2291]
notice-ref: CNS-3826006#: [550, 1261, 609, 1272]
notice-body: The following person(s) is (are) doing business as: CHANGING SEASONS, 804 GRANT AVE, UNIT B, NOVATO, CA 94945, County of MARIN. INGRID MARTINEZ, 10 DEER ISLAND LANE, NOVATO, CA 94945. This business is conducted by AN INDIVIDUAL. The registrant commenced to transact business under the fictitious business name or names listed above on SEPTEMBER 1, 2024. /s/ INGRID MARTINEZ. This statement was filed with the County Clerk of Marin County on JUNE 26, 2024. Shelly Scott, County Clerk By: J. MANNION, Deputy 7/10, 7/17, 7/24, 7/31/24: [550, 69, 702, 231]
notice-ref: CNS-3828926#: [374, 2086, 433, 2097]
notice-ref: CNS-3824979#: [902, 150, 961, 160]
notice-publication: OAKLAND POST: [1254, 601, 1323, 611]
notice-body: The following person(s) is (are) doing business as: MARINCREATES, 5800 NORTHGATE MALL, SUITE 250, SAN RAFAEL, CA 94903, County of MARIN. MARINARTS.ORG, 5800 NORTHGATE MALL, SUITE 250, SAN RAFAEL, CA 94903. This business is conducted by A CORPORATION. The registrant commenced to transact business under the fictitious business name or names listed above on N/A. /s/ MARY OMARA. This statement was filed with the County Clerk of Marin County on JUNE 17, 2024. Shelly Scott, County Clerk By: D. LOBATO, Deputy 6/26, 7/3, 7/10, 7/17/24: [550, 604, 702, 767]
legal-notice: [198, 1381, 350, 1706]
column-9: [1430, 65, 1586, 2291]
notice-body: The following person(s) is (are) doing business as: PRH MANAGEMENT COMPANY, PINE RIDGE HOLDINGS, 100 SHORELINE HWY, BUILDING B SUITE 100, MILL VALLEY, CA 94941, County of MARIN. PINE RIDGE MANAGEMENT COMPANY LLC, 100 SHORELINE HWY, BUILDING B SUITE 100, MILL VALLEY, CA 94941. This business is conducted by A LIMITED LIABILITY COMPANY. The registrant commenced to transact business under the fictitious business name or names listed above on N/A. /s/ NEIL VANGALA. This statement was filed with the County Clerk of Marin County on JUNE 14, 2024. Shelly Scott, County Clerk By: D. LOBATO, Deputy 6/26, 7/3, 7/10, 7/17/24: [726, 892, 878, 1085]
notice-ref: CNS-3830871#: [22, 1955, 81, 1966]
notice-title: FICTITIOUS BUSINESS NAME STATEMENT: [917, 184, 1039, 205]
legal-notice: [902, 180, 1054, 424]
